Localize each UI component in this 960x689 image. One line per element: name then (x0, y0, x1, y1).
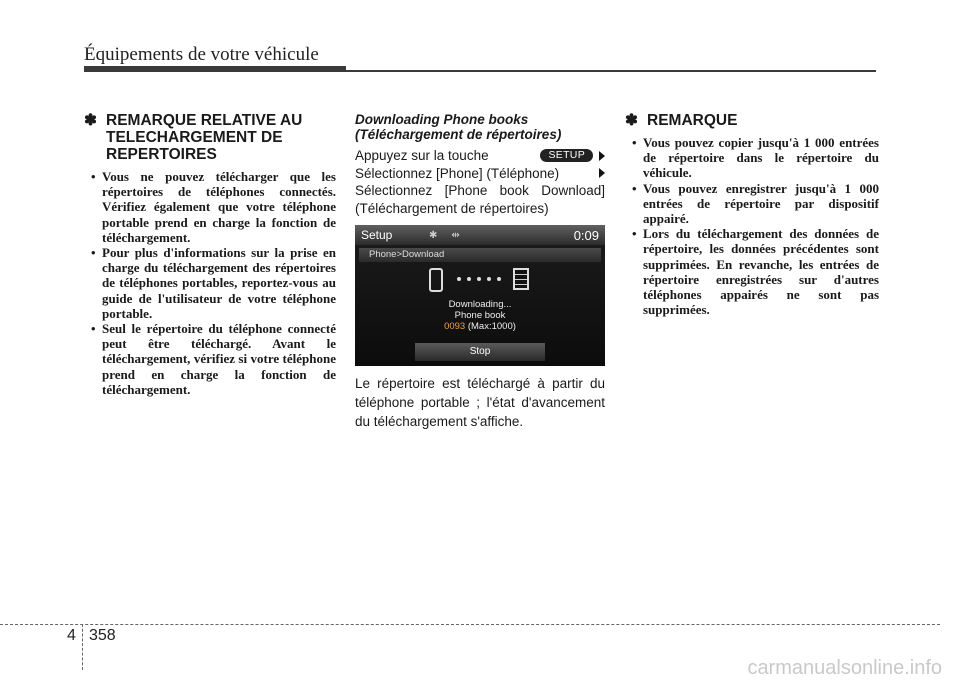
setup-key-badge: SETUP (540, 149, 593, 162)
page-header-title: Équipements de votre véhicule (84, 44, 319, 65)
screen-progress (355, 321, 605, 332)
left-note-heading (84, 112, 336, 163)
transfer-dots-icon (457, 277, 501, 281)
step-1-text: Appuyez sur la touche (355, 148, 489, 163)
bullet-icon: • (632, 180, 637, 196)
screen-max: (Max:1000) (467, 321, 516, 332)
right-note-column (625, 112, 879, 317)
procedure-heading-line2: (Téléchargement de répertoires) (355, 127, 562, 142)
phonebook-icon (513, 268, 529, 290)
left-note-heading-text: REMARQUE RELATIVE AU TELECHARGEMENT DE REPERTOIRES (106, 112, 303, 163)
list-item-text: Seul le répertoire du téléphone connecté peut être téléchargé. Avant le téléchargement, vérifiez si votre téléphone prend en charge la fonction de téléchargement. (102, 321, 336, 397)
screen-stop-button: Stop (415, 343, 545, 361)
footer-dashed-divider (82, 624, 83, 670)
list-item-text: Vous ne pouvez télécharger que les répertoires de téléphones connectés. Vérifiez également que votre téléphone portable prend en charge la fonction de téléchargement. (102, 169, 336, 245)
bluetooth-icon: ✱ (429, 229, 438, 241)
header-rule-thin (346, 70, 876, 72)
screen-message-line2: Phone book (454, 310, 506, 321)
screen-title: Setup (361, 228, 393, 242)
screen-message-line1: Downloading... (448, 299, 512, 310)
step-1 (355, 147, 605, 165)
download-screen-image (355, 225, 605, 366)
phone-icon (429, 268, 443, 292)
list-item (84, 245, 336, 321)
right-note-heading-text: REMARQUE (647, 112, 738, 129)
bullet-icon: • (91, 169, 96, 184)
screen-caption: Le répertoire est téléchargé à partir du téléphone portable ; l'état d'avancement du téléchargement s'affiche. (355, 376, 605, 429)
screen-path: Phone>Download (359, 248, 601, 262)
arrow-right-icon (599, 151, 605, 161)
chapter-number: 4 (67, 627, 76, 644)
procedure-heading-line1: Downloading Phone books (355, 112, 529, 127)
list-item (84, 321, 336, 397)
screen-title-bar (355, 225, 605, 245)
bullet-icon: • (632, 226, 637, 242)
procedure-column (355, 112, 605, 431)
step-2-text: Sélectionnez [Phone] (Téléphone) (355, 165, 560, 181)
footer-dashed-rule (0, 624, 940, 625)
screen-time: 0:09 (573, 227, 599, 243)
bullet-icon: • (91, 245, 96, 261)
list-item-text: Pour plus d'informations sur la prise en charge du téléchargement des répertoires de téléphones portables, reportez-vous au guide de l'utilisateur de votre téléphone portable. (102, 245, 336, 321)
list-item-text: Lors du téléchargement des données de répertoire, les données précédentes sont supprimées. En revanche, les entrées de répertoire enregistrées sur d'autres téléphones appairés ne sont pas supprimées. (643, 226, 879, 318)
screen-count: 0093 (444, 321, 466, 332)
step-3-text: Sélectionnez [Phone book Download] (Téléchargement de répertoires) (355, 183, 605, 216)
watermark: carmanualsonline.info (747, 657, 942, 679)
screen-status-icons (429, 230, 574, 241)
page-number: 358 (89, 627, 116, 644)
procedure-heading (355, 112, 605, 142)
list-item (625, 226, 879, 317)
note-star-icon: ✽ (84, 112, 97, 129)
list-item-text: Vous pouvez enregistrer jusqu'à 1 000 entrées de répertoire par dispositif appairé. (643, 180, 879, 227)
header-rule-thick (84, 66, 346, 72)
step-2 (355, 165, 605, 183)
list-item (625, 135, 879, 181)
left-note-column (84, 112, 336, 397)
step-1-text-wrap (355, 147, 593, 165)
note-star-icon: ✽ (625, 112, 638, 129)
left-note-list (84, 169, 336, 397)
list-item (625, 181, 879, 227)
bullet-icon: • (632, 135, 637, 150)
right-note-heading (625, 112, 879, 129)
screen-transfer-graphic (429, 268, 533, 294)
list-item-text: Vous pouvez copier jusqu'à 1 000 entrées de répertoire dans le répertoire du véhicule. (643, 135, 879, 181)
right-note-list (625, 135, 879, 317)
usb-icon: ⇹ (451, 229, 460, 241)
bullet-icon: • (91, 321, 96, 337)
arrow-right-icon (599, 168, 605, 178)
list-item (84, 169, 336, 245)
screen-message (355, 299, 605, 332)
